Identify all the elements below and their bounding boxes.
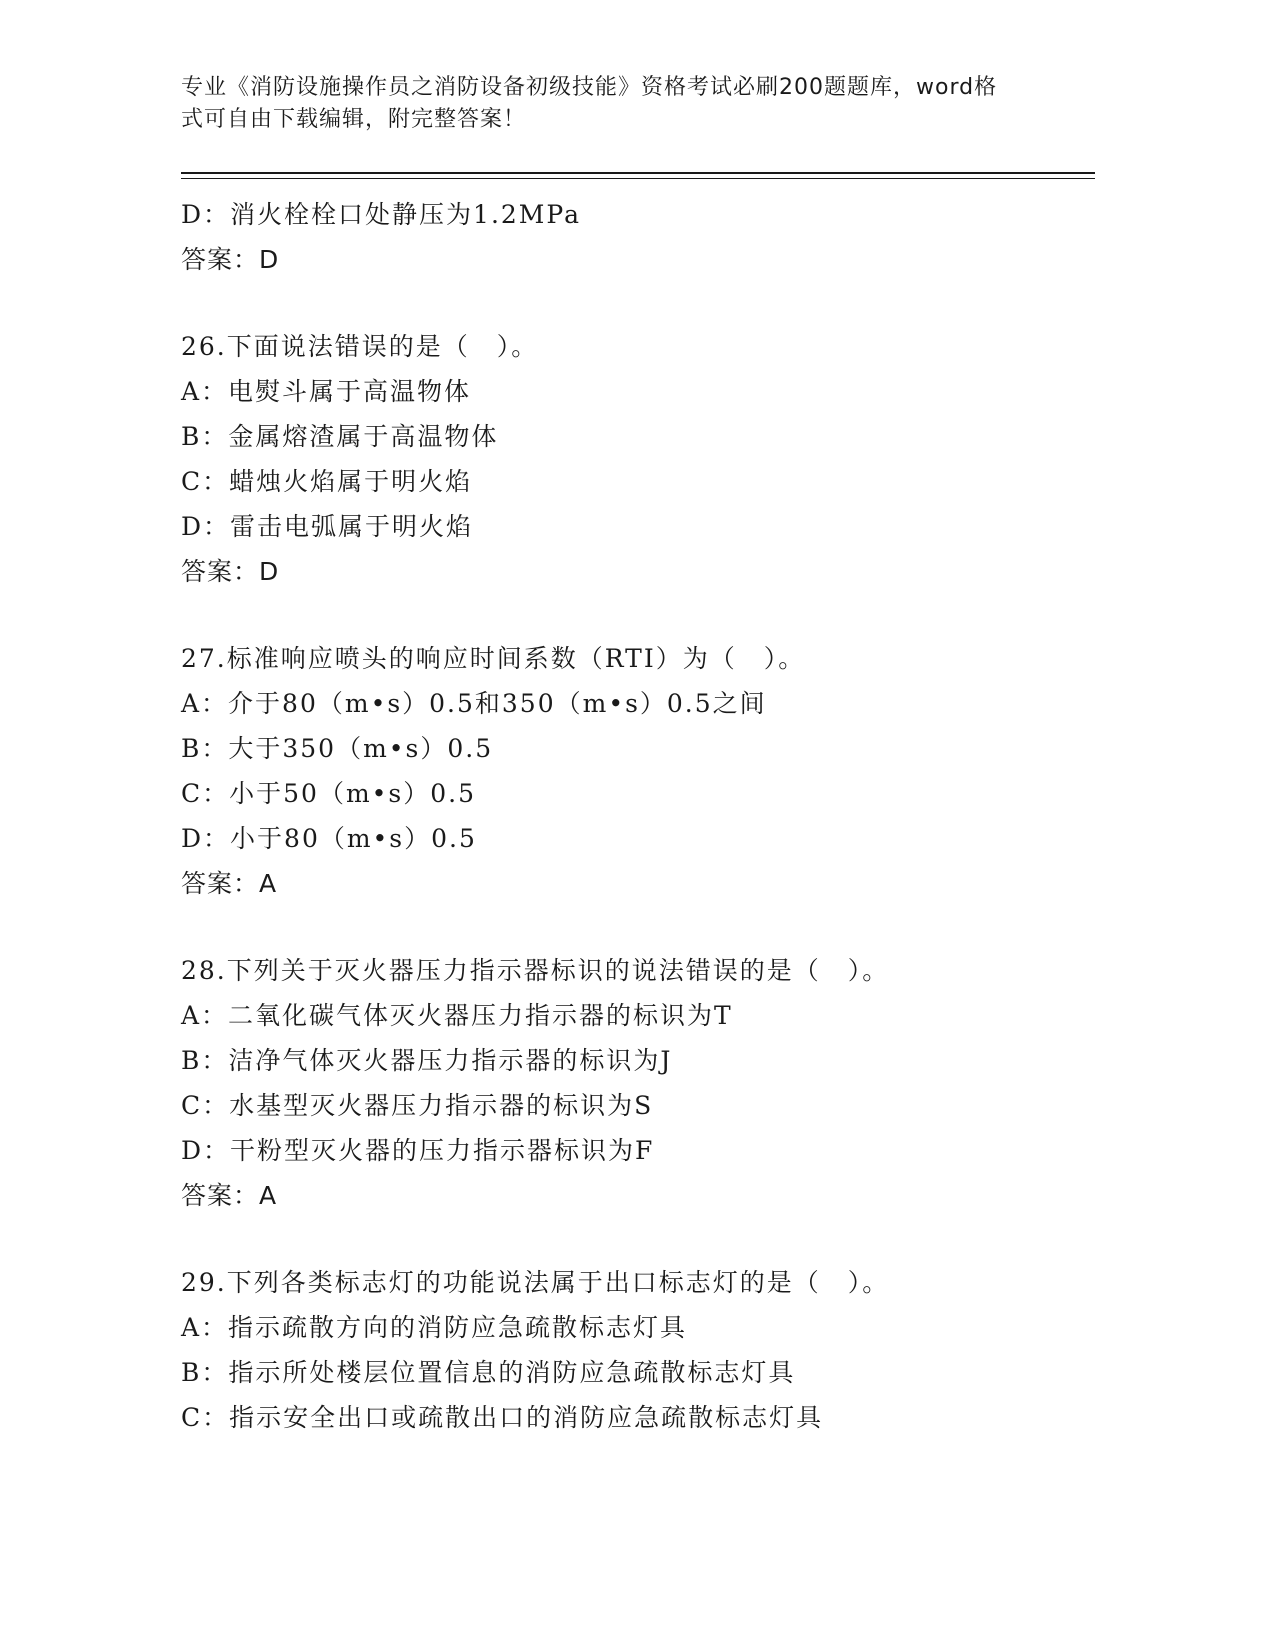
option-b: B：洁净气体灭火器压力指示器的标识为J [181,1046,673,1075]
option-c: C：蜡烛火焰属于明火焰 [181,467,473,496]
header-title-line-2: 式可自由下载编辑，附完整答案！ [181,107,527,132]
option-c: C：指示安全出口或疏散出口的消防应急疏散标志灯具 [181,1403,824,1432]
option-d: D：干粉型灭火器的压力指示器标识为F [181,1136,655,1165]
option-b: B：大于350（m•s）0.5 [181,734,494,763]
option-c: C：水基型灭火器压力指示器的标识为S [181,1091,654,1120]
question-stem: 27.标准响应喷头的响应时间系数（RTI）为（ ）。 [181,644,806,673]
spacer [181,282,1111,324]
question-answer: 答案：D [181,557,280,586]
option-a: A：介于80（m•s）0.5和350（m•s）0.5之间 [181,689,767,718]
option-b: B：金属熔渣属于高温物体 [181,422,499,451]
header-title-line-1: 专业《消防设施操作员之消防设备初级技能》资格考试必刷200题题库，word格 [181,75,998,100]
option-a: A：二氧化碳气体灭火器压力指示器的标识为T [181,1001,733,1030]
question-answer: 答案：A [181,1181,278,1210]
option-d: D：小于80（m•s）0.5 [181,824,477,853]
question-answer: 答案：A [181,869,278,898]
spacer [181,906,1111,948]
spacer [181,594,1111,636]
question-stem: 26.下面说法错误的是（ ）。 [181,332,539,361]
prev-question-answer: 答案：D [181,245,280,274]
option-a: A：电熨斗属于高温物体 [181,377,472,406]
option-a: A：指示疏散方向的消防应急疏散标志灯具 [181,1313,688,1342]
header-rule-thin [181,178,1095,179]
prev-question-option-d: D：消火栓栓口处静压为1.2MPa [181,200,582,229]
question-stem: 29.下列各类标志灯的功能说法属于出口标志灯的是（ ）。 [181,1268,890,1297]
header-rule-thick [181,172,1095,174]
option-c: C：小于50（m•s）0.5 [181,779,476,808]
document-header [181,72,1081,136]
question-list [181,192,1111,1440]
option-d: D：雷击电弧属于明火焰 [181,512,474,541]
spacer [181,1218,1111,1260]
question-stem: 28.下列关于灭火器压力指示器标识的说法错误的是（ ）。 [181,956,890,985]
option-b: B：指示所处楼层位置信息的消防应急疏散标志灯具 [181,1358,796,1387]
